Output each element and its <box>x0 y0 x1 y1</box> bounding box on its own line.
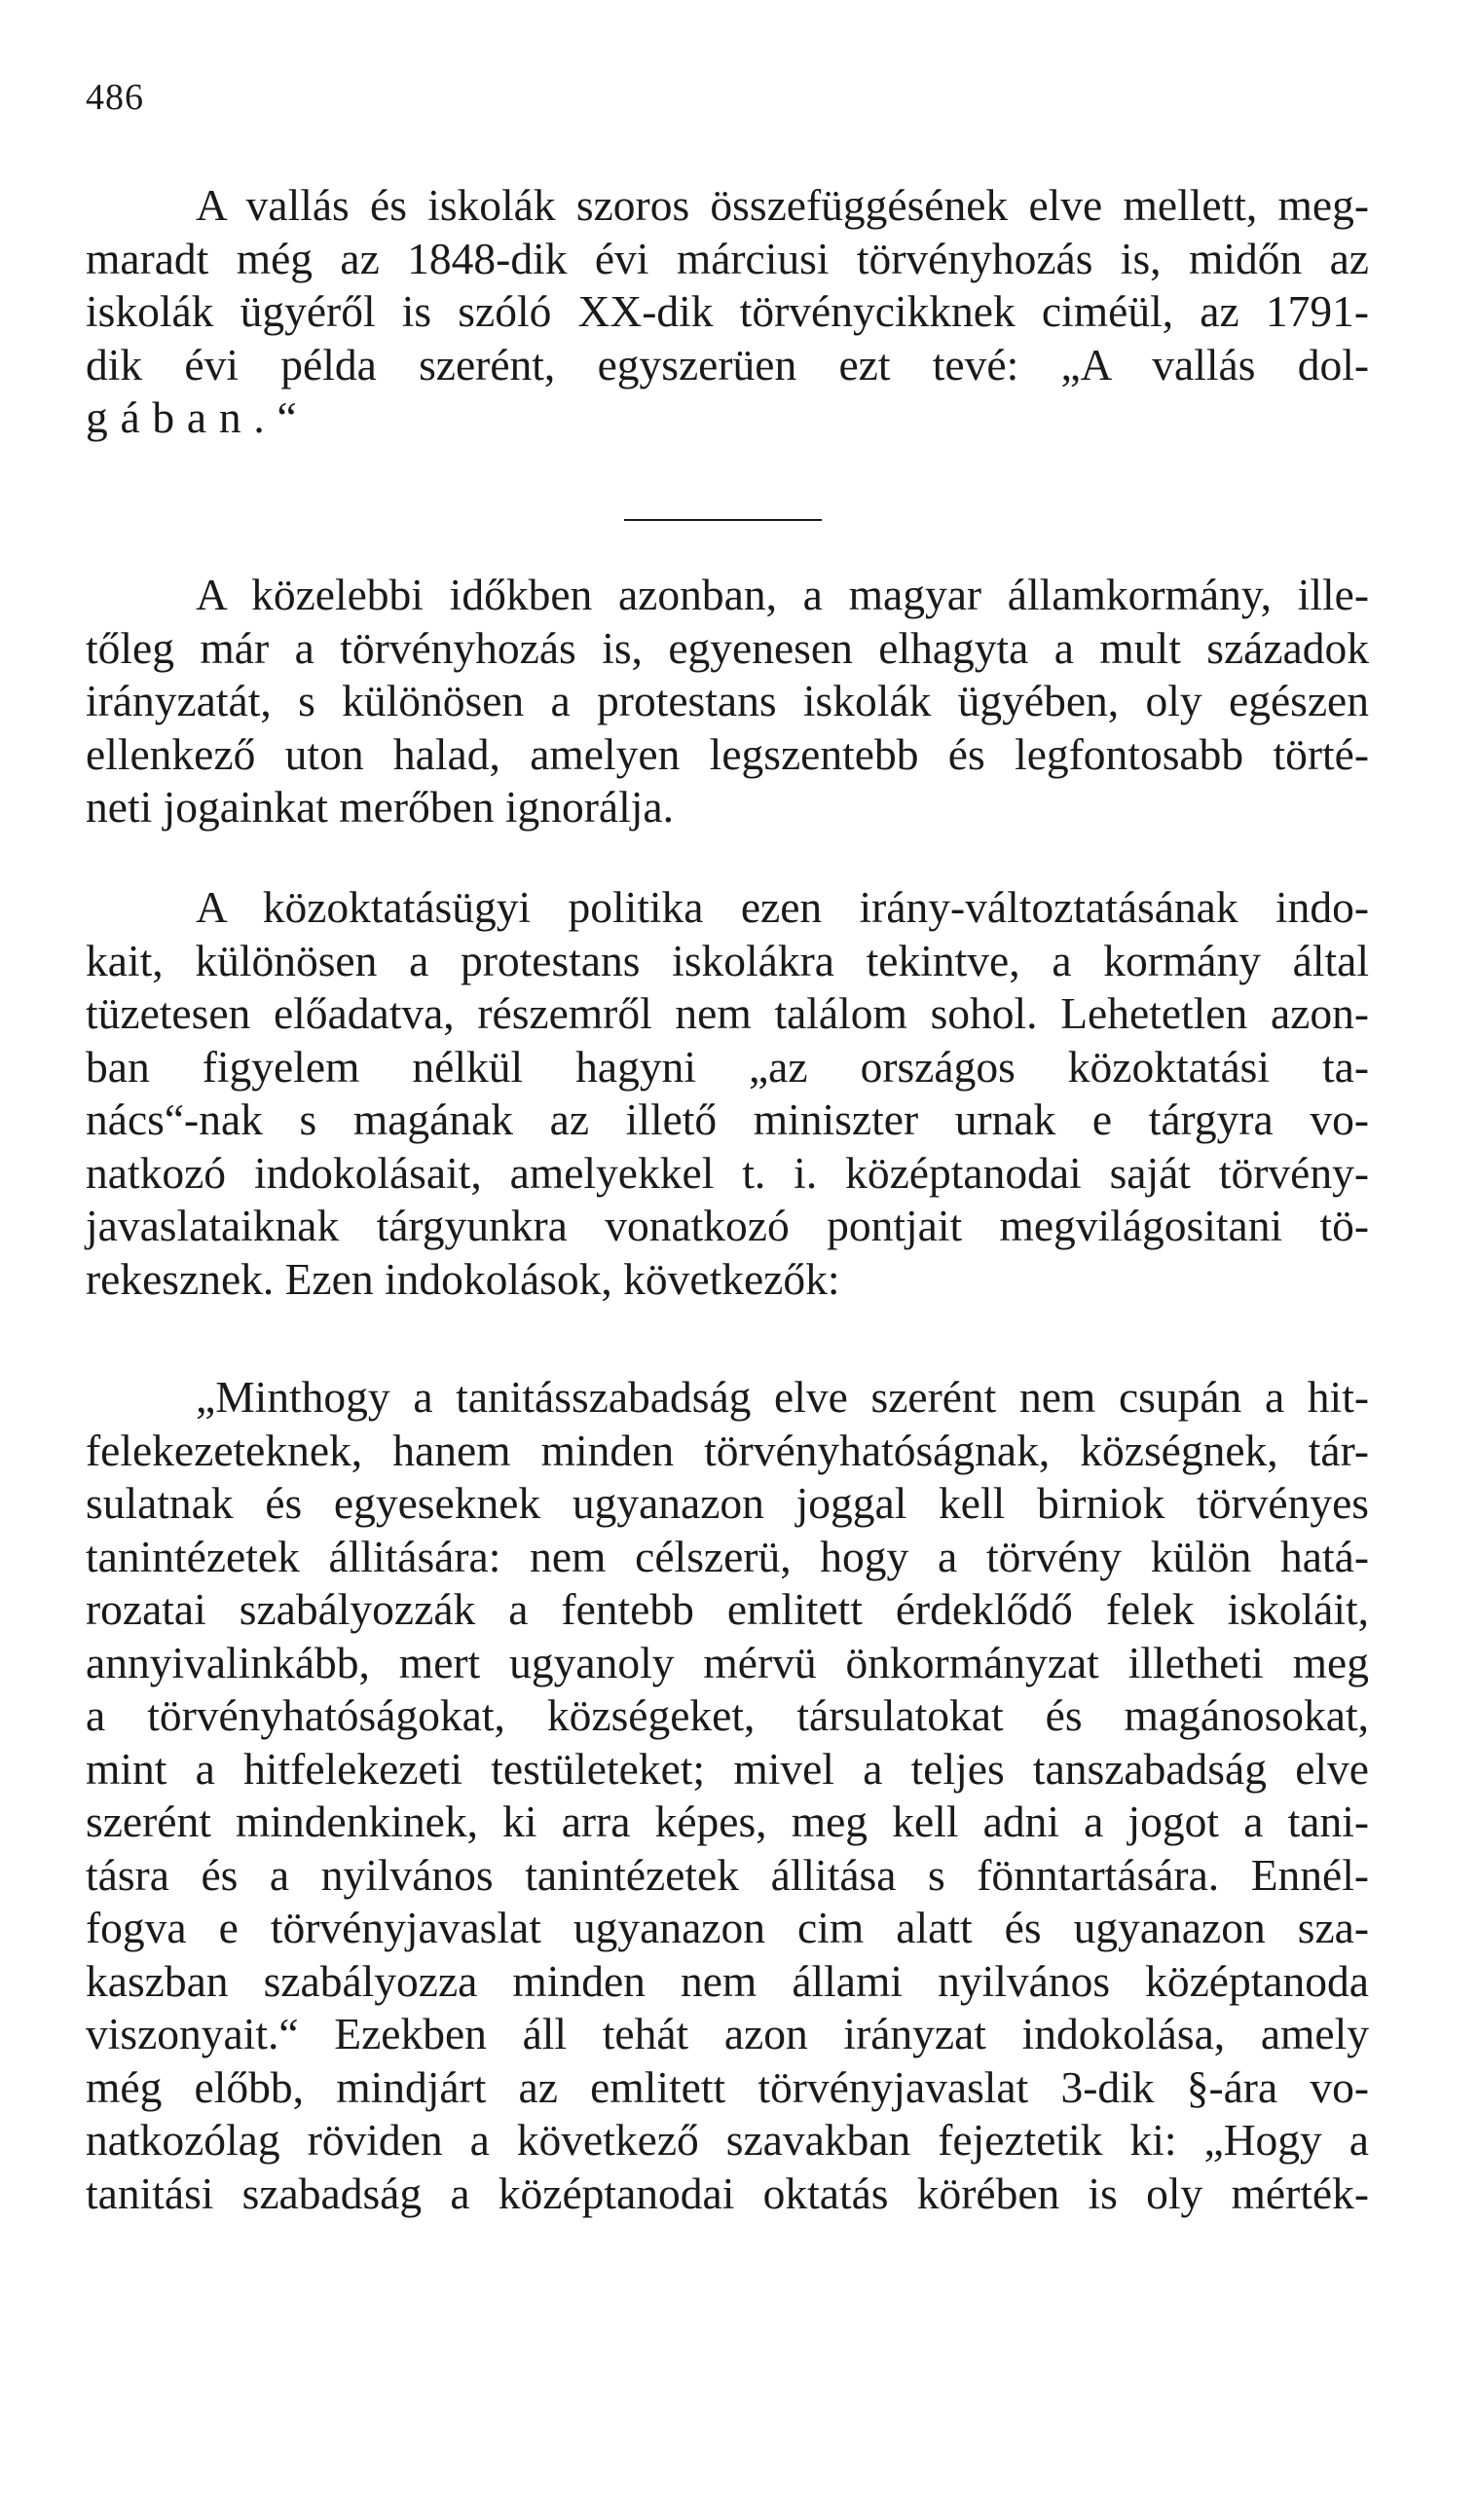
text-line: annyivalinkább, mert ugyanoly mérvü önkormányzat illetheti meg <box>86 1637 1369 1687</box>
text-line: sulatnak és egyeseknek ugyanazon joggal kell birniok törvényes <box>86 1478 1369 1528</box>
paragraph-4 <box>86 1371 1369 2220</box>
text-line: tanitási szabadság a középtanodai oktatás körében is oly mérték- <box>86 2168 1369 2218</box>
text-line: viszonyait.“ Ezekben áll tehát azon irányzat indokolása, amely <box>86 2009 1369 2058</box>
text-line: A közelebbi időkben azonban, a magyar államkormány, ille- <box>196 570 1369 619</box>
text-line: ban figyelem nélkül hagyni „az országos közoktatási ta- <box>86 1041 1369 1092</box>
text-line: tőleg már a törvényhozás is, egyenesen elhagyta a mult századok <box>86 622 1369 673</box>
text-line: irányzatát, s különösen a protestans iskolák ügyében, oly egészen <box>86 676 1369 725</box>
paragraph-3 <box>86 881 1369 1306</box>
text-line: tüzetesen előadatva, részemről nem találom sohol. Lehetetlen azon- <box>86 988 1369 1038</box>
text-line: tásra és a nyilvános tanintézetek állitása s fönntartására. Ennél- <box>86 1849 1369 1900</box>
text-line: kaszban szabályozza minden nem állami nyilvános középtanoda <box>86 1955 1369 2006</box>
text-line: felekezeteknek, hanem minden törvényhatóságnak, községnek, tár- <box>86 1425 1369 1475</box>
text-line: fogva e törvényjavaslat ugyanazon cim alatt és ugyanazon sza- <box>86 1903 1369 1952</box>
text-line: neti jogainkat merőben ignorálja. <box>86 782 674 832</box>
text-line: a törvényhatóságokat, községeket, társulatokat és magánosokat, <box>86 1690 1369 1740</box>
text-line: A vallás és iskolák szoros összefüggésének elve mellett, meg- <box>196 180 1369 230</box>
text-line: natkozólag röviden a következő szavakban fejeztetik ki: „Hogy a <box>86 2115 1369 2165</box>
paragraph-2 <box>86 569 1369 834</box>
text-line: mint a hitfelekezeti testületeket; mivel a teljes tanszabadság elve <box>86 1743 1369 1794</box>
text-line: még előbb, mindjárt az emlitett törvényjavaslat 3-dik §-ára vo- <box>86 2061 1369 2112</box>
text-line: javaslataiknak tárgyunkra vonatkozó pontjait megvilágositani tö- <box>86 1201 1369 1250</box>
text-line: ellenkező uton halad, amelyen legszentebb és legfontosabb törté- <box>86 728 1369 779</box>
paragraph-1 <box>86 179 1369 445</box>
text-line: natkozó indokolásait, amelyekkel t. i. középtanodai saját törvény- <box>86 1147 1369 1198</box>
text-line: „Minthogy a tanitásszabadság elve szerént nem csupán a hit- <box>196 1372 1369 1422</box>
text-line: maradt még az 1848-dik évi márciusi törvényhozás is, midőn az <box>86 233 1369 283</box>
section-separator <box>624 519 822 521</box>
text-line: A közoktatásügyi politika ezen irány-változtatásának indo- <box>196 882 1369 932</box>
text-line: iskolák ügyéről is szóló XX-dik törvénycikknek ciméül, az 1791- <box>86 286 1369 336</box>
text-line: rekesznek. Ezen indokolások, következők: <box>86 1253 840 1304</box>
page-number: 486 <box>86 77 144 118</box>
text-line: tanintézetek állitására: nem célszerü, hogy a törvény külön hatá- <box>86 1531 1369 1581</box>
text-line: nács“-nak s magának az illető miniszter urnak e tárgyra vo- <box>86 1094 1369 1144</box>
text-line: szerént mindenkinek, ki arra képes, meg kell adni a jogot a tani- <box>86 1797 1369 1846</box>
text-line: gában.“ <box>86 392 310 442</box>
text-line: rozatai szabályozzák a fentebb emlitett érdeklődő felek iskoláit, <box>86 1584 1369 1634</box>
text-line: kait, különösen a protestans iskolákra tekintve, a kormány által <box>86 935 1369 985</box>
text-line: dik évi példa szerént, egyszerüen ezt tevé: „A vallás dol- <box>86 339 1369 389</box>
